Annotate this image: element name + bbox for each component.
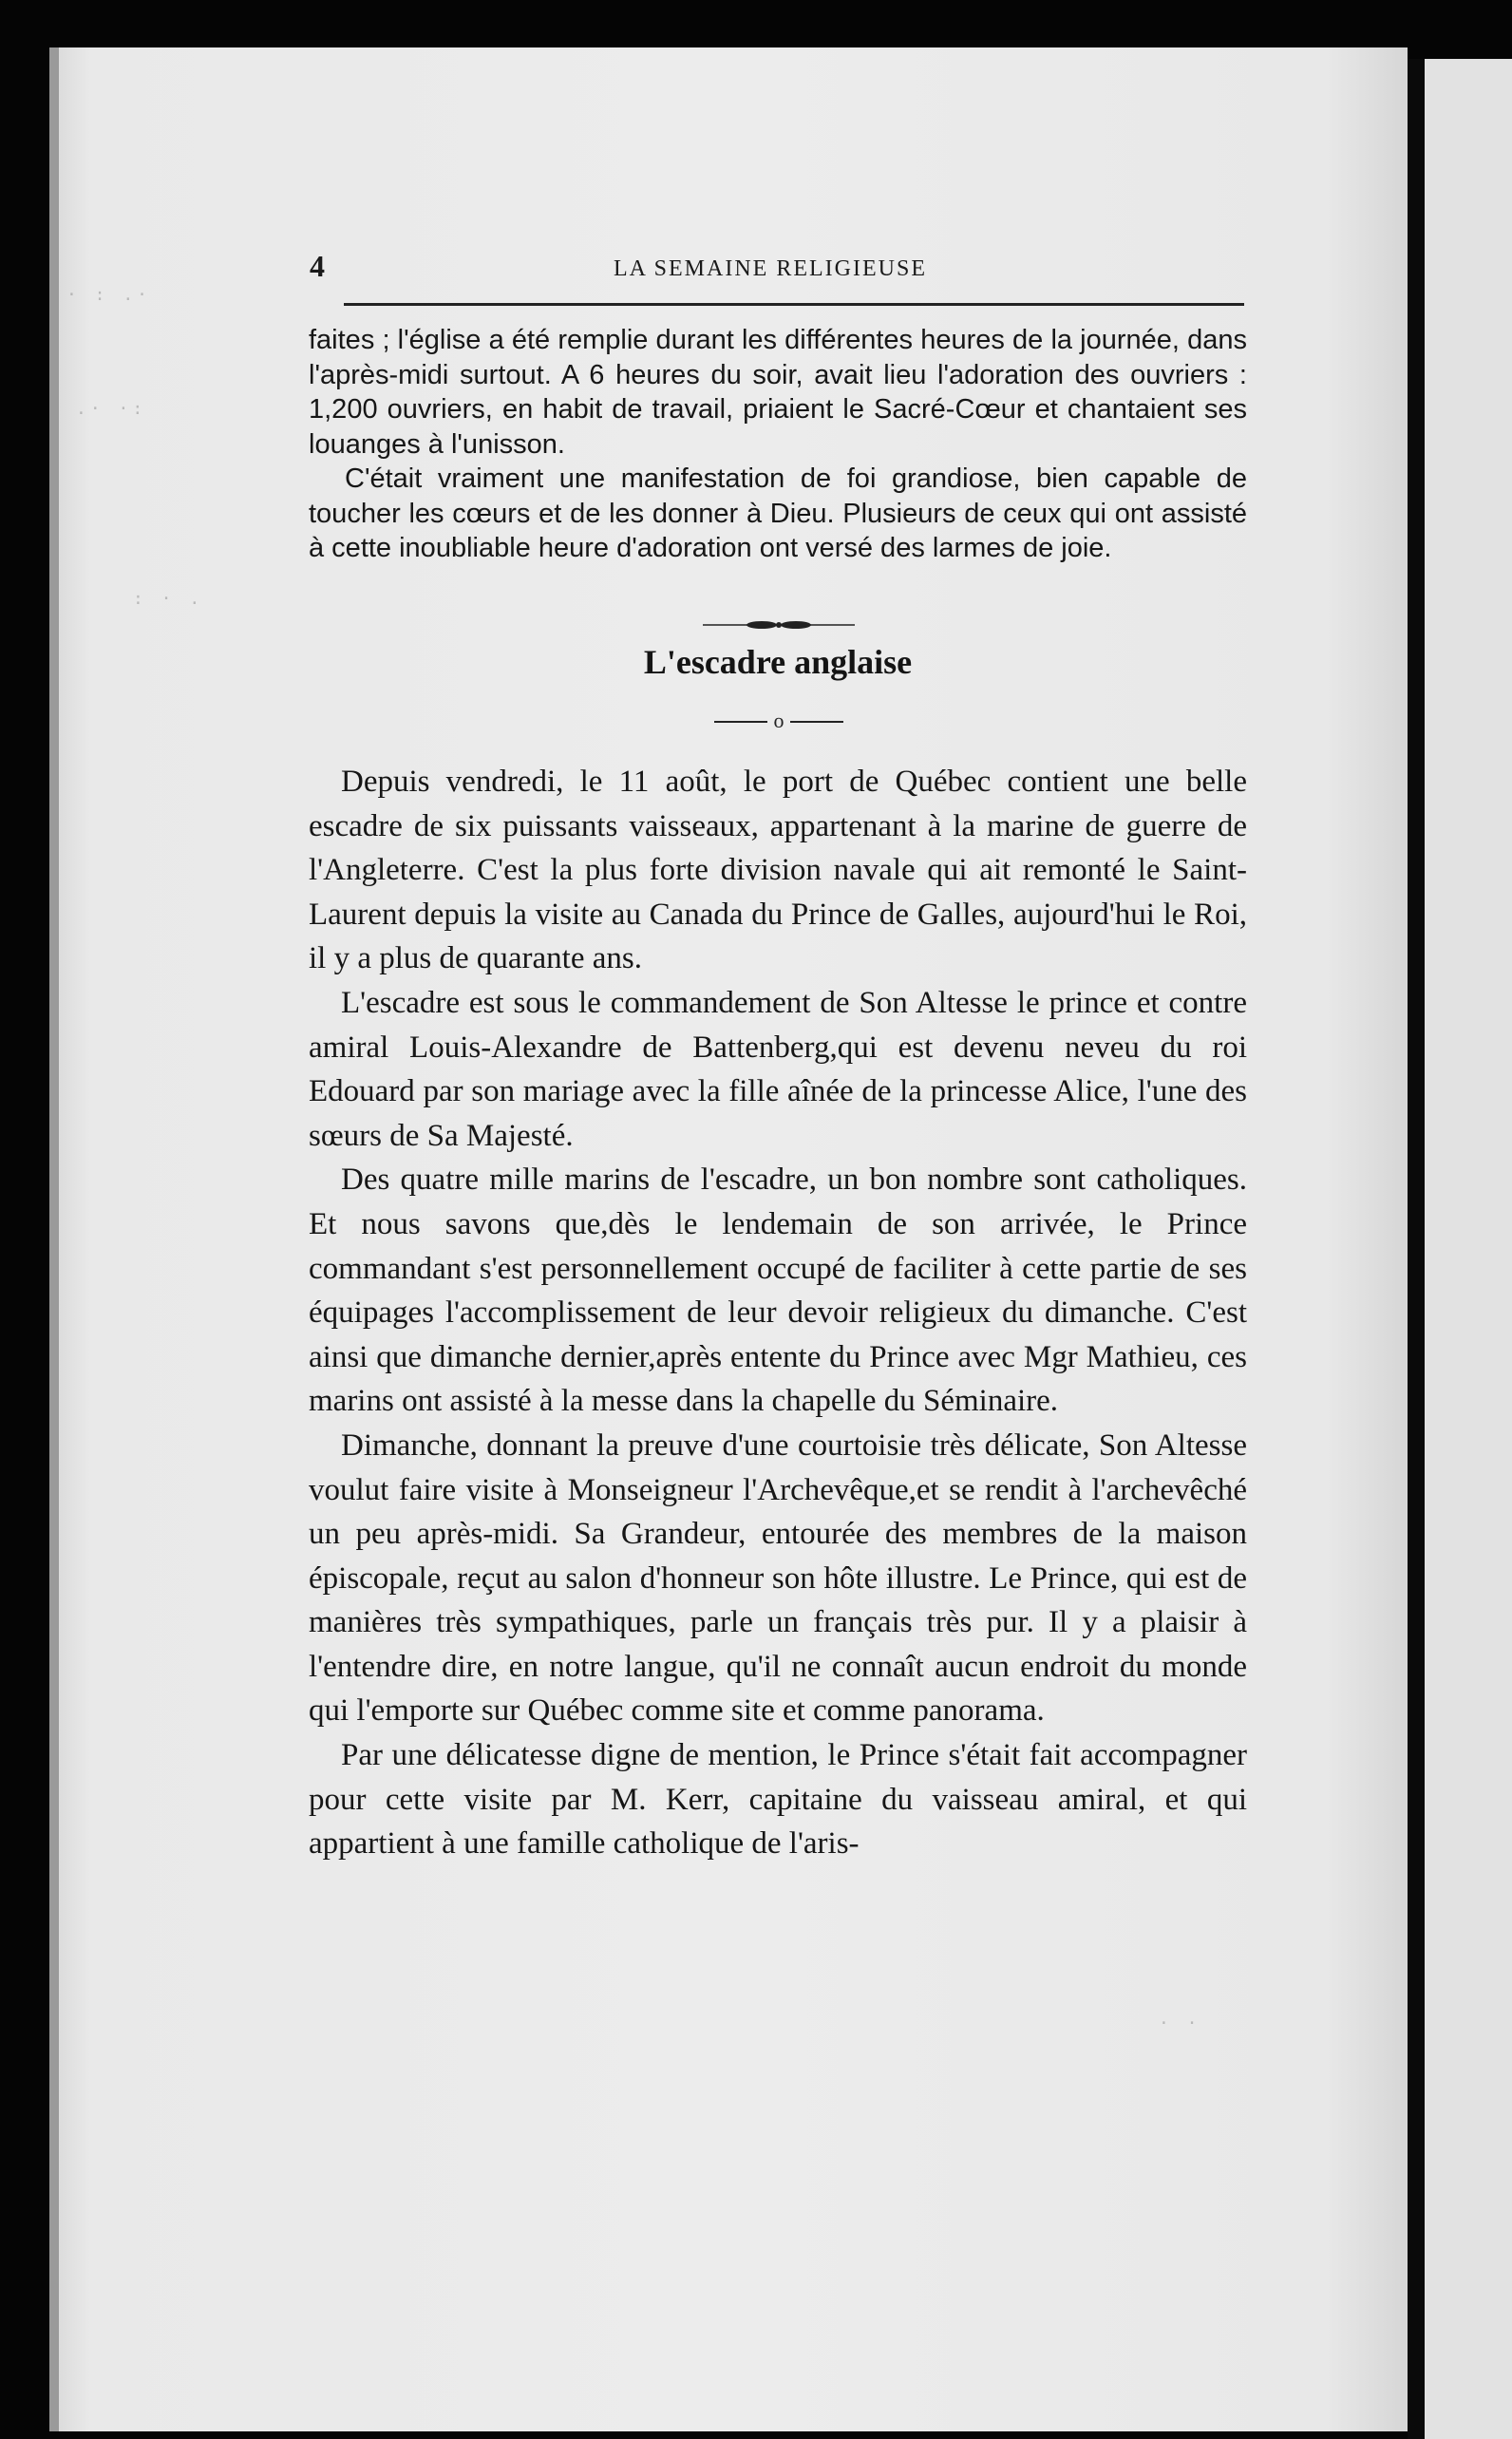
show-through-noise: : · .: [133, 589, 204, 609]
paragraph: L'escadre est sous le commandement de Son Altesse le prince et contre amiral Louis-Alexandre de Battenberg,qui est devenu neveu du roi Edouard par son mariage avec la fille aînée de la princesse Alice, l'une des sœurs de Sa Majesté.: [309, 985, 1247, 1153]
ornament-divider: [703, 615, 855, 634]
paragraph: Des quatre mille marins de l'escadre, un bon nombre sont catholiques. Et nous savons que,dès le lendemain de son arrivée, le Prince commandant s'est personnellement occupé de faciliter à cette partie de ses équipages l'accomplissement de leur devoir religieux du dimanche. C'est ainsi que dimanche dernier,après entente du Prince avec Mgr Mathieu, ces marins ont assisté à la messe dans la chapelle du Séminaire.: [309, 1163, 1247, 1419]
separator-glyph: o: [773, 709, 784, 732]
page-binding-edge: [49, 47, 59, 2431]
paragraph: Dimanche, donnant la preuve d'une courtoisie très délicate, Son Altesse voulut faire visite à Monseigneur l'Archevêque,et se rendit à l'archevêché un peu après-midi. Sa Grandeur, entourée des membres de la maison épiscopale, reçut au salon d'honneur son hôte illustre. Le Prince, qui est de manières très sympathiques, parle un français très pur. Il y a plaisir à l'entendre dire, en notre langue, qu'il ne connaît aucun endroit du monde qui l'emporte sur Québec comme site et comme panorama.: [309, 1427, 1247, 1729]
show-through-noise: .· ·:: [76, 399, 147, 419]
show-through-noise: · ·: [1159, 2014, 1201, 2033]
page-number: 4: [310, 249, 325, 283]
paragraph: faites ; l'église a été remplie durant les différentes heures de la journée, dans l'après-midi surtout. A 6 heures du soir, avait lieu l'adoration des ouvriers : 1,200 ouvriers, en habit de travail, priaient le Sacré-Cœur et chantaient ses louanges à l'unisson.: [309, 325, 1247, 460]
paragraph: Depuis vendredi, le 11 août, le port de Québec contient une belle escadre de six puissants vaisseaux, appartenant à la marine de guerre de l'Angleterre. C'est la plus forte division navale qui ait remonté le Saint-Laurent depuis la visite au Canada du Prince de Galles, aujourd'hui le Roi, il y a plus de quarante ans.: [309, 765, 1247, 976]
facing-page-edge: [1425, 59, 1512, 2439]
spine-gap: [1408, 59, 1425, 2439]
page-header: [256, 249, 1254, 296]
small-separator: [714, 709, 843, 737]
separator-line: [790, 721, 843, 723]
show-through-noise: · : .·: [66, 285, 152, 305]
header-rule: [344, 303, 1244, 306]
running-head: LA SEMAINE RELIGIEUSE: [614, 256, 927, 281]
continuation-text: [309, 323, 1247, 566]
paragraph: C'était vraiment une manifestation de foi grandiose, bien capable de toucher les cœurs et de les donner à Dieu. Plusieurs de ceux qui ont assisté à cette inoubliable heure d'adoration ont versé des larmes de joie.: [309, 463, 1247, 563]
section-title: L'escadre anglaise: [643, 643, 913, 681]
separator-line: [714, 721, 767, 723]
article-text: [309, 760, 1247, 1866]
paragraph: Par une délicatesse digne de mention, le Prince s'était fait accompagner pour cette visite par M. Kerr, capitaine du vaisseau amiral, et qui appartient à une famille catholique de l'aris-: [309, 1738, 1247, 1862]
